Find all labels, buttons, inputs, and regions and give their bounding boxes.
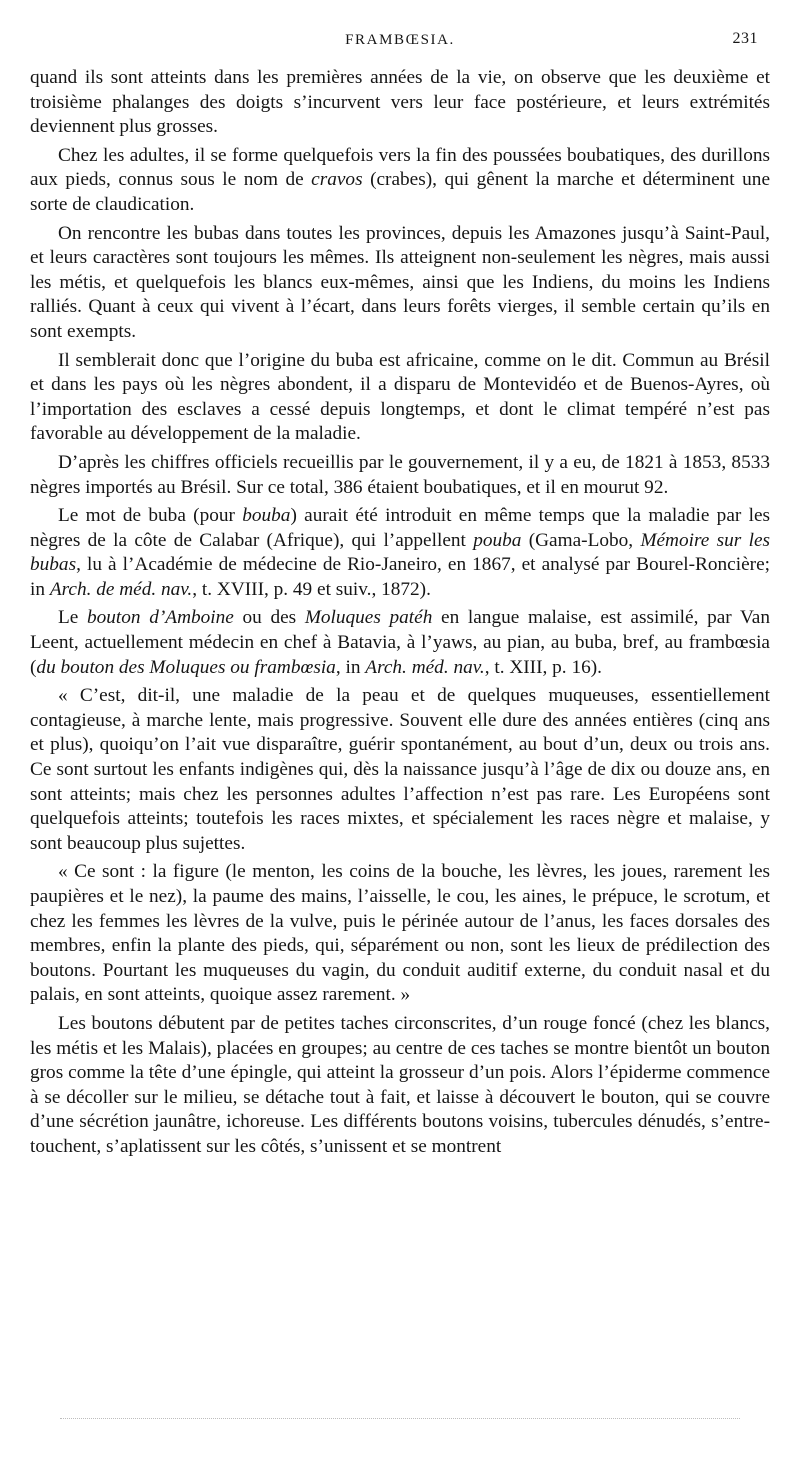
book-page xyxy=(30,28,770,1164)
paragraph xyxy=(30,451,770,500)
text-run: ou des xyxy=(233,607,305,629)
paragraph xyxy=(30,144,770,218)
text-run: Les boutons débutent par de petites taches circonscrites, d’un rouge foncé (chez les blancs, les métis et les Malais), placées en groupes; au centre de ces taches se montre bientôt un bouton gros comme la tête d’une épingle, qui atteint la grosseur d’un pois. Alors l’épiderme commence à se décoller sur le milieu, se détache tout à fait, et laisse à découvert le bouton, qui se couvre d’une sécrétion jaunâtre, ichoreuse. Les différents boutons voisins, tubercules dénudés, s’entre-touchent, s’aplatissent sur les côtés, s’unissent et se montrent xyxy=(30,1012,770,1157)
paragraph xyxy=(30,606,770,680)
text-run: , in xyxy=(335,656,366,678)
text-run: On rencontre les bubas dans toutes les provinces, depuis les Amazones jusqu’à Saint-Paul, et leurs caractères sont toujours les mêmes. Ils atteignent non-seulement les nègres, mais aussi les métis, et quelquefois les blancs eux-mêmes, ainsi que les Indiens, du moins les Indiens ralliés. Quant à ceux qui vivent à l’écart, dans leurs forêts vierges, il semble certain qu’ils en sont exempts. xyxy=(30,222,770,342)
italic-text: Arch. de méd. nav. xyxy=(49,578,193,600)
text-run: (crabes), qui gênent la marche et déterminent une sorte de claudication. xyxy=(30,169,771,215)
text-run: , t. XVIII, p. 49 et suiv., 1872). xyxy=(192,578,431,600)
text-run: Le mot de buba (pour xyxy=(58,505,243,527)
italic-text: Mémoire sur les bubas xyxy=(30,529,771,576)
text-run: ) aurait été introduit en même temps que la maladie par les nègres de la côte de Calabar (Afrique), qui l’appellent xyxy=(30,505,771,551)
text-run: (Gama-Lobo, xyxy=(521,529,641,551)
text-run: D’après les chiffres officiels recueillis par le gouvernement, il y a eu, de 1821 à 1853, 8533 nègres importés au Brésil. Sur ce total, 386 étaient boubatiques, et il en mourut 92. xyxy=(30,451,770,498)
text-run: , lu à l’Académie de médecine de Rio-Janeiro, en 1867, et analysé par Bourel-Roncière; in xyxy=(30,554,770,600)
text-run: en langue malaise, est assimilé, par Van Leent, actuellement médecin en chef à Batavia, à l’yaws, au pian, au buba, bref, au frambœsia ( xyxy=(30,607,770,678)
page-header xyxy=(30,28,770,56)
body-text xyxy=(30,66,770,1160)
italic-text: bouton d’Amboine xyxy=(87,607,234,629)
italic-text: bouba xyxy=(242,505,291,527)
italic-text: cravos xyxy=(311,169,363,191)
page-number: 231 xyxy=(732,30,758,47)
running-title: FRAMBŒSIA. xyxy=(345,32,455,48)
paragraph xyxy=(30,504,770,602)
paragraph xyxy=(30,349,770,447)
text-run: « Ce sont : la figure (le menton, les coins de la bouche, les lèvres, les joues, rarement les paupières et le nez), la paume des mains, l’aisselle, le cou, les aines, le prépuce, le scrotum, et chez les femmes les lèvres de la vulve, puis le périnée autour de l’anus, les faces dorsales des membres, enfin la plante des pieds, qui, séparément ou non, sont les lieux de prédilection des boutons. Pourtant les muqueuses du vagin, du conduit auditif externe, du conduit nasal et du palais, en sont atteints, quoique assez rarement. » xyxy=(30,861,770,1006)
italic-text: pouba xyxy=(473,529,522,551)
italic-text: Moluques patéh xyxy=(304,607,433,629)
text-run: Le xyxy=(58,607,87,629)
paragraph xyxy=(30,66,770,140)
text-run: Il semblerait donc que l’origine du buba est africaine, comme on le dit. Commun au Brésil et dans les pays où les nègres abondent, il a disparu de Montevidéo et de Buenos-Ayres, où l’importation des esclaves a cessé depuis longtemps, et dont le climat tempéré n’est pas favorable au développement de la maladie. xyxy=(30,349,770,445)
italic-text: du bouton des Moluques ou frambœsia xyxy=(36,656,336,678)
bottom-margin-marks xyxy=(60,1418,740,1419)
text-run: « C’est, dit-il, une maladie de la peau et de quelques muqueuses, essentiellement contagieuse, à marche lente, mais progressive. Souvent elle dure des années entières (cinq ans et plus), quoiqu’on l’ait vue disparaître, guérir spontanément, au bout d’un, deux ou trois ans. Ce sont surtout les enfants indigènes qui, dès la naissance jusqu’à l’âge de dix ou douze ans, en sont atteints; mais chez les personnes adultes l’affection n’est pas rare. Les Européens sont quelquefois atteints; toutefois les races mixtes, et spécialement les races nègre et malaise, y sont beaucoup plus sujettes. xyxy=(30,685,770,854)
paragraph xyxy=(30,860,770,1008)
paragraph xyxy=(30,222,770,345)
paragraph xyxy=(30,684,770,856)
text-run: Chez les adultes, il se forme quelquefois vers la fin des poussées boubatiques, des durillons aux pieds, connus sous le nom de xyxy=(30,144,770,191)
paragraph xyxy=(30,1012,770,1160)
text-run: quand ils sont atteints dans les premières années de la vie, on observe que les deuxième et troisième phalanges des doigts s’incurvent vers leur face postérieure, et leurs extrémités deviennent plus grosses. xyxy=(30,67,770,138)
text-run: , t. XIII, p. 16). xyxy=(484,656,602,678)
italic-text: Arch. méd. nav. xyxy=(365,656,485,678)
